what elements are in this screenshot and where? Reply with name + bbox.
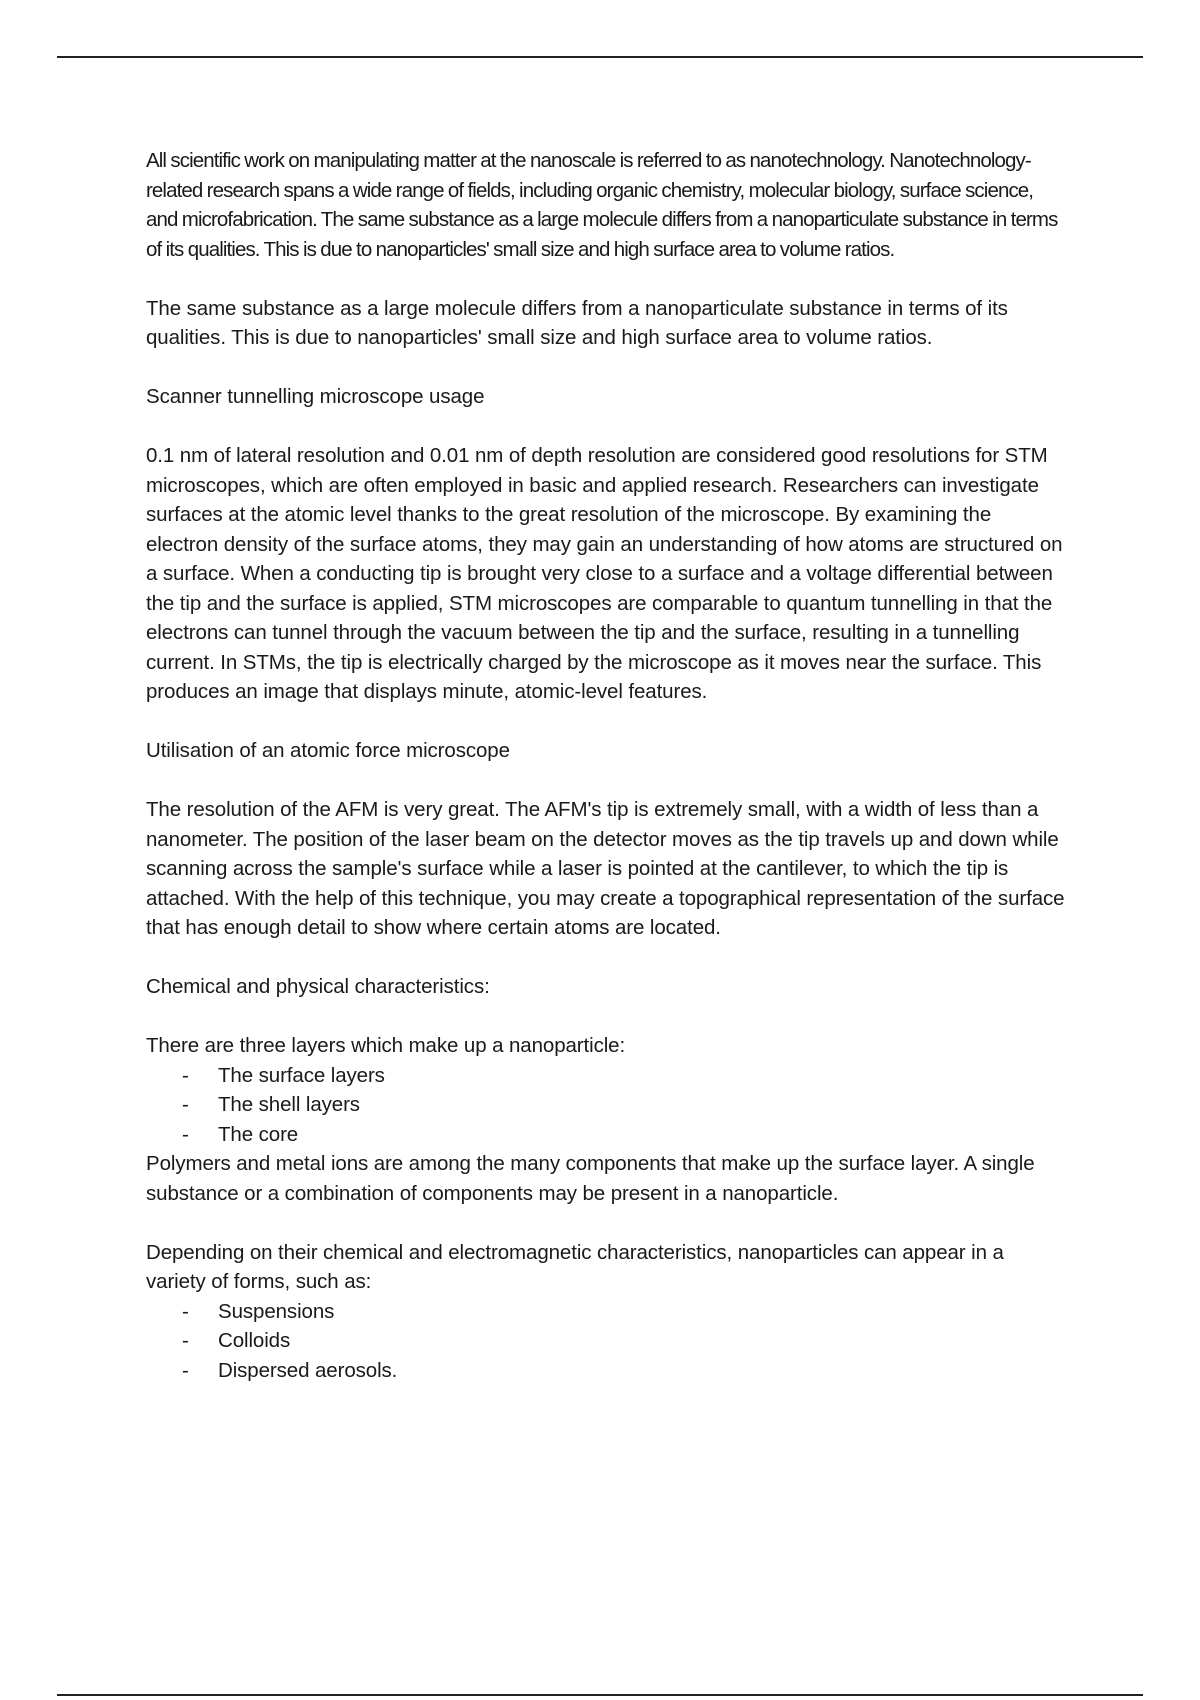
- list-item-text: Suspensions: [218, 1299, 335, 1323]
- characteristics-heading: Chemical and physical characteristics:: [146, 975, 490, 998]
- intro-paragraph: All scientific work on manipulating matter at the nanoscale is referred to as nanotechnology. Nanotechnology-related research spans a wide range of fields, including organic chemistry, molecular biology, surface science, and microfabrication. The same substance as a large molecule differs from a nanoparticulate substance in terms of its qualities. This is due to nanoparticles' small size and high surface area to volume ratios.: [146, 149, 1058, 261]
- list-item: [146, 1326, 1066, 1356]
- list-item-text: Dispersed aerosols.: [218, 1358, 398, 1382]
- list-dash: -: [182, 1299, 189, 1323]
- forms-intro: Depending on their chemical and electromagnetic characteristics, nanoparticles can appear in a variety of forms, such as:: [146, 1240, 1004, 1293]
- list-dash: -: [182, 1122, 189, 1146]
- stm-heading: Scanner tunnelling microscope usage: [146, 385, 485, 408]
- top-rule: [57, 56, 1143, 58]
- list-item-text: Colloids: [218, 1329, 291, 1352]
- list-dash: -: [182, 1063, 189, 1087]
- list-dash: -: [182, 1329, 189, 1352]
- list-item-text: The shell layers: [218, 1093, 360, 1116]
- list-item: [146, 1061, 1066, 1091]
- afm-heading: Utilisation of an atomic force microscope: [146, 739, 510, 762]
- afm-paragraph: The resolution of the AFM is very great. The AFM's tip is extremely small, with a width of less than a nanometer. The position of the laser beam on the detector moves as the tip travels up and down while scanning across the sample's surface while a laser is pointed at the cantilever, to which the tip is attached. With the help of this technique, you may create a topographical representation of the surface that has enough detail to show where certain atoms are located.: [146, 798, 1065, 939]
- list-item: [146, 1120, 1066, 1150]
- stm-paragraph: 0.1 nm of lateral resolution and 0.01 nm of depth resolution are considered good resolutions for STM microscopes, which are often employed in basic and applied research. Researchers can investigate surfaces at the atomic level thanks to the great resolution of the microscope. By examining the electron density of the surface atoms, they may gain an understanding of how atoms are structured on a surface. When a conducting tip is brought very close to a surface and a voltage differential between the tip and the surface is applied, STM microscopes are comparable to quantum tunnelling in that the electrons can tunnel through the vacuum between the tip and the surface, resulting in a tunnelling current. In STMs, the tip is electrically charged by the microscope as it moves near the surface. This produces an image that displays minute, atomic-level features.: [146, 444, 1063, 703]
- list-item-text: The core: [218, 1122, 299, 1146]
- surface-paragraph: Polymers and metal ions are among the many components that make up the surface layer. A single substance or a combination of components may be present in a nanoparticle.: [146, 1152, 1035, 1205]
- list-item: [146, 1090, 1066, 1120]
- list-dash: -: [182, 1093, 189, 1116]
- bottom-rule: [57, 1694, 1143, 1696]
- list-item-text: The surface layers: [218, 1063, 385, 1087]
- forms-list: [146, 1297, 1066, 1386]
- list-item: [146, 1297, 1066, 1327]
- list-item: [146, 1356, 1066, 1386]
- list-dash: -: [182, 1358, 189, 1382]
- document-body: [146, 146, 1066, 1385]
- second-paragraph: The same substance as a large molecule differs from a nanoparticulate substance in terms of its qualities. This is due to nanoparticles' small size and high surface area to volume ratios.: [146, 296, 1008, 349]
- layers-list: [146, 1061, 1066, 1150]
- layers-intro: There are three layers which make up a nanoparticle:: [146, 1034, 626, 1057]
